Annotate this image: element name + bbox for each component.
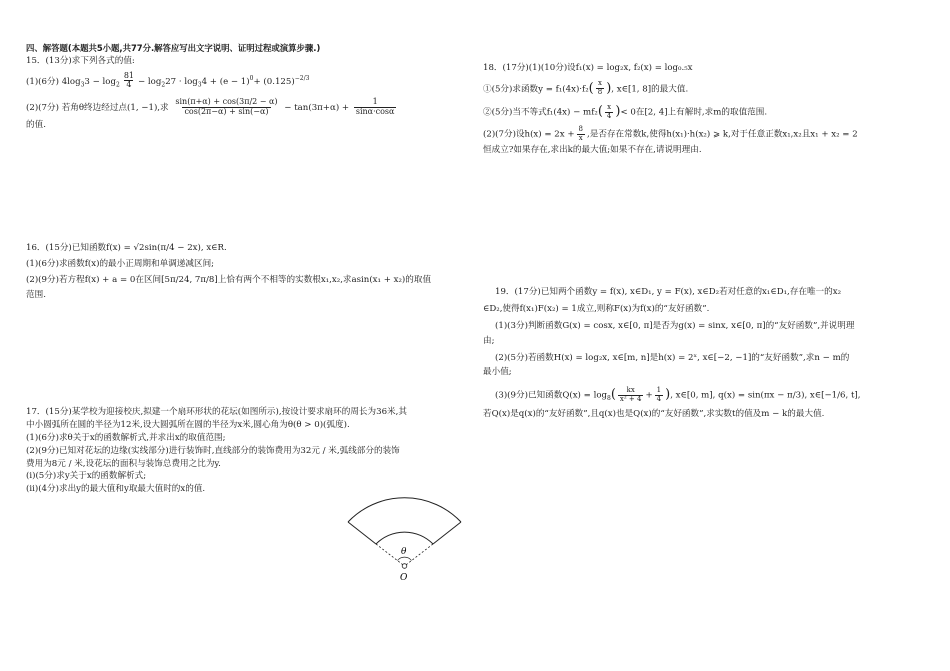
q15-part2: (2)(7分) 若角θ终边经过点(1, −1),求 $\frac{\sin(\pi+\alpha) + \cos(3\pi/2 - \alpha)}{\cos(2\pi-\alpha) + \sin(-\alpha)}$ − tan(3π+α) + $\frac{1}{\sin\alpha\cdot\cos\alpha}$ [26, 97, 395, 116]
q16-part1: (1)(6分)求函数f(x)的最小正周期和单调递减区间; [26, 258, 215, 269]
center-label: O [400, 573, 408, 583]
q18-part3-fraction: $\frac{8}{x}$ [578, 124, 583, 142]
q15-header: 15．(13分)求下列各式的值: [26, 55, 135, 66]
q17-part2-b: 费用为8元 / 米,设花坛的面积与装饰总费用之比为y. [26, 458, 221, 469]
question-18-block [483, 62, 928, 157]
q18-header: 18．(17分)(1)(10分)设f₁(x) = log₂x, f₂(x) = log₀.₅x [483, 63, 693, 73]
q19-part2-a: (2)(5分)若函数H(x) = log₂x, x∈[m, n]是h(x) = 2ˣ, x∈[−2, −1]的“友好函数”,求n − m的 [495, 352, 850, 363]
q15-fraction: $\frac{81}{4}$ [123, 70, 134, 90]
right-edge-line [433, 522, 461, 544]
q15-part2-end: 的值. [26, 119, 46, 130]
question-19-block [483, 286, 928, 421]
question-16-block [26, 242, 471, 302]
q19-part3-end: 若Q(x)是q(x)的“友好函数”,且q(x)也是Q(x)的“友好函数”,求实数t的值及m − k的最大值. [483, 408, 825, 419]
angle-mark [398, 557, 412, 560]
q19-fraction-quarter: $\frac{1}{4}$ [656, 385, 662, 403]
q18-part1-fraction: $\frac{x}{8}$ [597, 79, 603, 97]
q19-part1-a: (1)(3分)判断函数G(x) = cosx, x∈[0, π]是否为g(x) = sinx, x∈[0, π]的“友好函数”,并说明理 [495, 320, 855, 331]
q15-part1: (1)(6分) $4\log_33 - \log_2$ $\frac{81}{4}$ − $\log_227 \cdot \log_34 + (e - 1)^0+ (0.125)^{-2/3}$ [26, 70, 310, 90]
q19-part1-b: 由; [483, 335, 495, 346]
q18-part3-end: 恒成立?如果存在,求出k的最大值;如果不存在,请说明理由. [483, 145, 702, 156]
q15-part2-fraction: $\frac{\sin(\pi+\alpha) + \cos(3\pi/2 - \alpha)}{\cos(2\pi-\alpha) + \sin(-\alpha)}$ [175, 97, 278, 116]
outer-arc [348, 498, 461, 522]
q17-part2-ii: (ⅱ)(4分)求出y的最大值和y取最大值时的x的值. [26, 484, 206, 495]
q18-part2-fraction: $\frac{x}{4}$ [606, 102, 612, 120]
section-title: 四、解答题(本题共5小题,共77分.解答应写出文字说明、证明过程或演算步骤.) [26, 43, 321, 53]
q15-part2-fraction-2: $\frac{1}{\sin\alpha\cdot\cos\alpha}$ [355, 97, 395, 116]
question-15-block [26, 42, 471, 132]
q17-part1: (1)(6分)求θ关于x的函数解析式,并求出x的取值范围; [26, 432, 226, 443]
q19-line1: 19．(17分)已知两个函数y = f(x), x∈D₁, y = F(x), x∈D₂若对任意的x₁∈D₁,存在唯一的x₂ [495, 287, 842, 297]
right-dashed-radius [405, 544, 434, 566]
q16-interval: [5π/24, 7π/8] [161, 274, 218, 285]
q17-line2: 中小圆弧所在圆的半径为12米,设大圆弧所在圆的半径为x米,圆心角为θ(θ > 0)(弧度). [26, 419, 350, 430]
q18-part2: ②(5分)当不等式f₁(4x) − mf₂( $\frac{x}{4}$ )< 0在[2, 4]上有解时,求m的取值范围. [483, 102, 768, 120]
q19-line2: ∈D₂,使得f(x₁)F(x₂) = 1成立,则称F(x)为f(x)的“友好函数”. [483, 303, 710, 314]
q16-part2: (2)(9分)若方程f(x) + a = 0在区间[5π/24, 7π/8]上恰有两个不相等的实数根x₁,x₂,求asin(x₁ + x₂)的取值 [26, 274, 432, 285]
q17-part2-a: (2)(9分)已知对花坛的边缘(实线部分)进行装饰时,直线部分的装饰费用为32元 / 米,弧线部分的装饰 [26, 445, 400, 456]
q19-part2-b: 最小值; [483, 367, 512, 378]
q18-part1: ①(5分)求函数y = f₁(4x)·f₂( $\frac{x}{8}$ ), x∈[1, 8]的最大值. [483, 79, 689, 97]
q19-fraction-kx: $\frac{kx}{\text{x² + 4}}$ [619, 385, 642, 403]
q18-part3: (2)(7分)设h(x) = 2x + $\frac{8}{x}$ ,是否存在常数k,使得h(x₁)·h(x₂) ⩾ k,对于任意正数x₁,x₂且x₁ + x₂ = 2 [483, 124, 858, 142]
q19-part3: (3)(9分)已知函数$Q(x) = \log_8$( $\frac{kx}{\text{x² + 4}}$ + $\frac{1}{4}$ ), x∈[0, m], q(x) = sin(πx − π/3), x∈[−1/6, t], [495, 385, 861, 403]
inner-arc [376, 532, 433, 544]
left-edge-line [348, 522, 376, 544]
q17-part2-i: (ⅰ)(5分)求y关于x的函数解析式; [26, 471, 147, 482]
q16-part2-end: 范围. [26, 289, 46, 300]
annular-sector-figure [340, 442, 470, 592]
q17-header: 17．(15分)某学校为迎接校庆,拟建一个扇环形状的花坛(如图所示),按设计要求扇环的周长为36米,其 [26, 407, 407, 417]
q16-header: 16．(15分)已知函数f(x) = √2sin(π/4 − 2x), x∈R. [26, 243, 227, 253]
theta-label: θ [401, 547, 407, 557]
